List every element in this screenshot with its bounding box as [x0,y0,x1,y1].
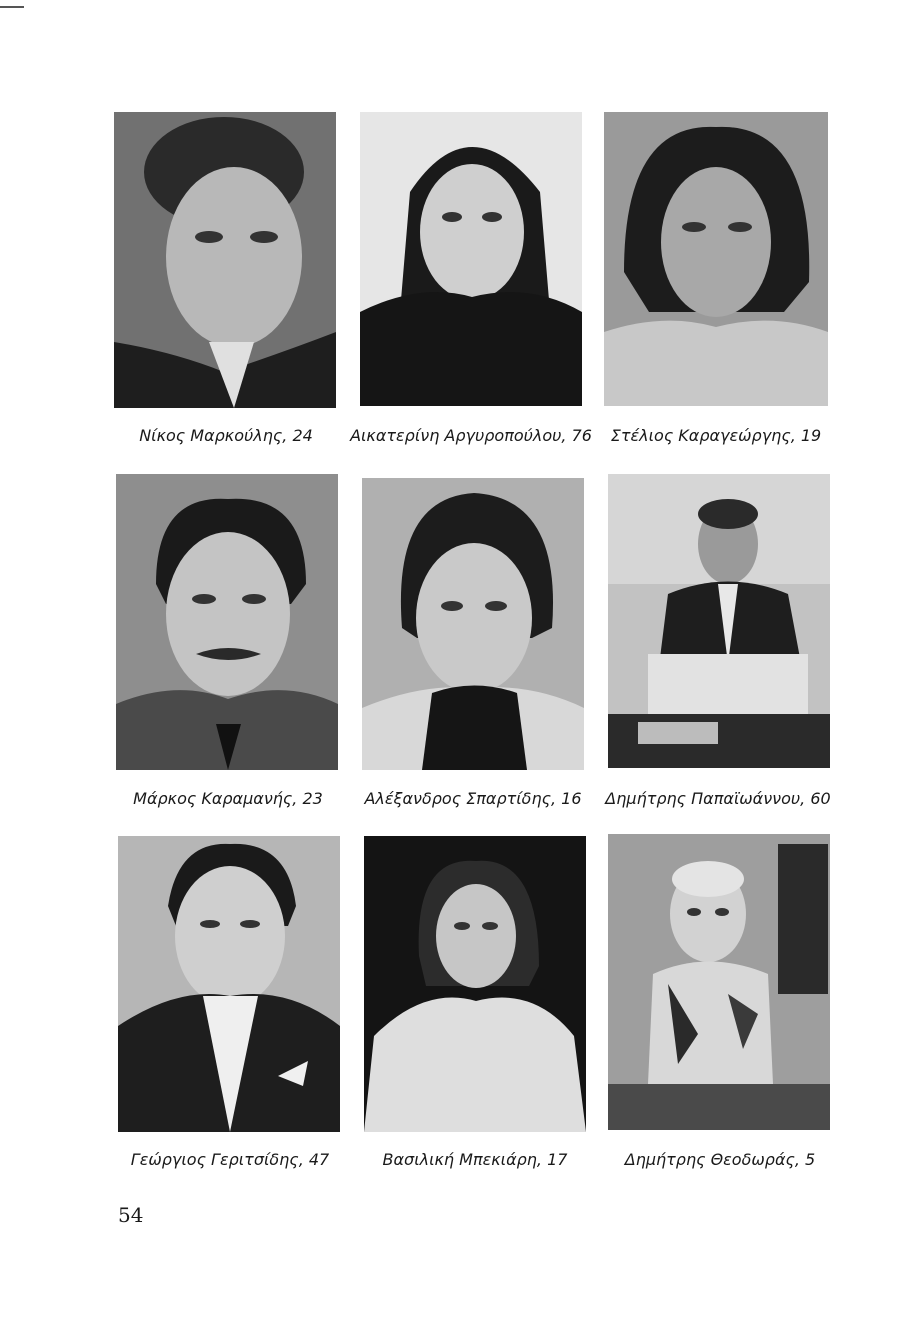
scan-edge-mark [0,6,24,8]
portrait-caption-8: Βασιλική Μπεκιάρη, 17 [382,1150,568,1169]
portrait-caption-4: Μάρκος Καραμανής, 23 [133,789,323,808]
portrait-photo-2 [360,112,582,406]
portrait-photo-9 [608,834,830,1130]
portrait-photo-8 [364,836,586,1132]
portrait-caption-2: Αικατερίνη Αργυροπούλου, 76 [350,426,592,445]
portrait-caption-9: Δημήτρης Θεοδωράς, 5 [624,1150,816,1169]
portrait-caption-5: Αλέξανδρος Σπαρτίδης, 16 [364,789,582,808]
portrait-photo-4 [116,474,338,770]
portrait-caption-7: Γεώργιος Γεριτσίδης, 47 [130,1150,330,1169]
page-number: 54 [118,1203,144,1227]
portrait-caption-3: Στέλιος Καραγεώργης, 19 [610,426,822,445]
portrait-photo-1 [114,112,336,408]
portrait-photo-3 [604,112,828,406]
portrait-caption-1: Νίκος Μαρκούλης, 24 [139,426,313,445]
portrait-photo-6 [608,474,830,768]
portrait-photo-7 [118,836,340,1132]
portrait-caption-6: Δημήτρης Παπαϊωάννου, 60 [605,789,831,808]
portrait-photo-5 [362,478,584,770]
